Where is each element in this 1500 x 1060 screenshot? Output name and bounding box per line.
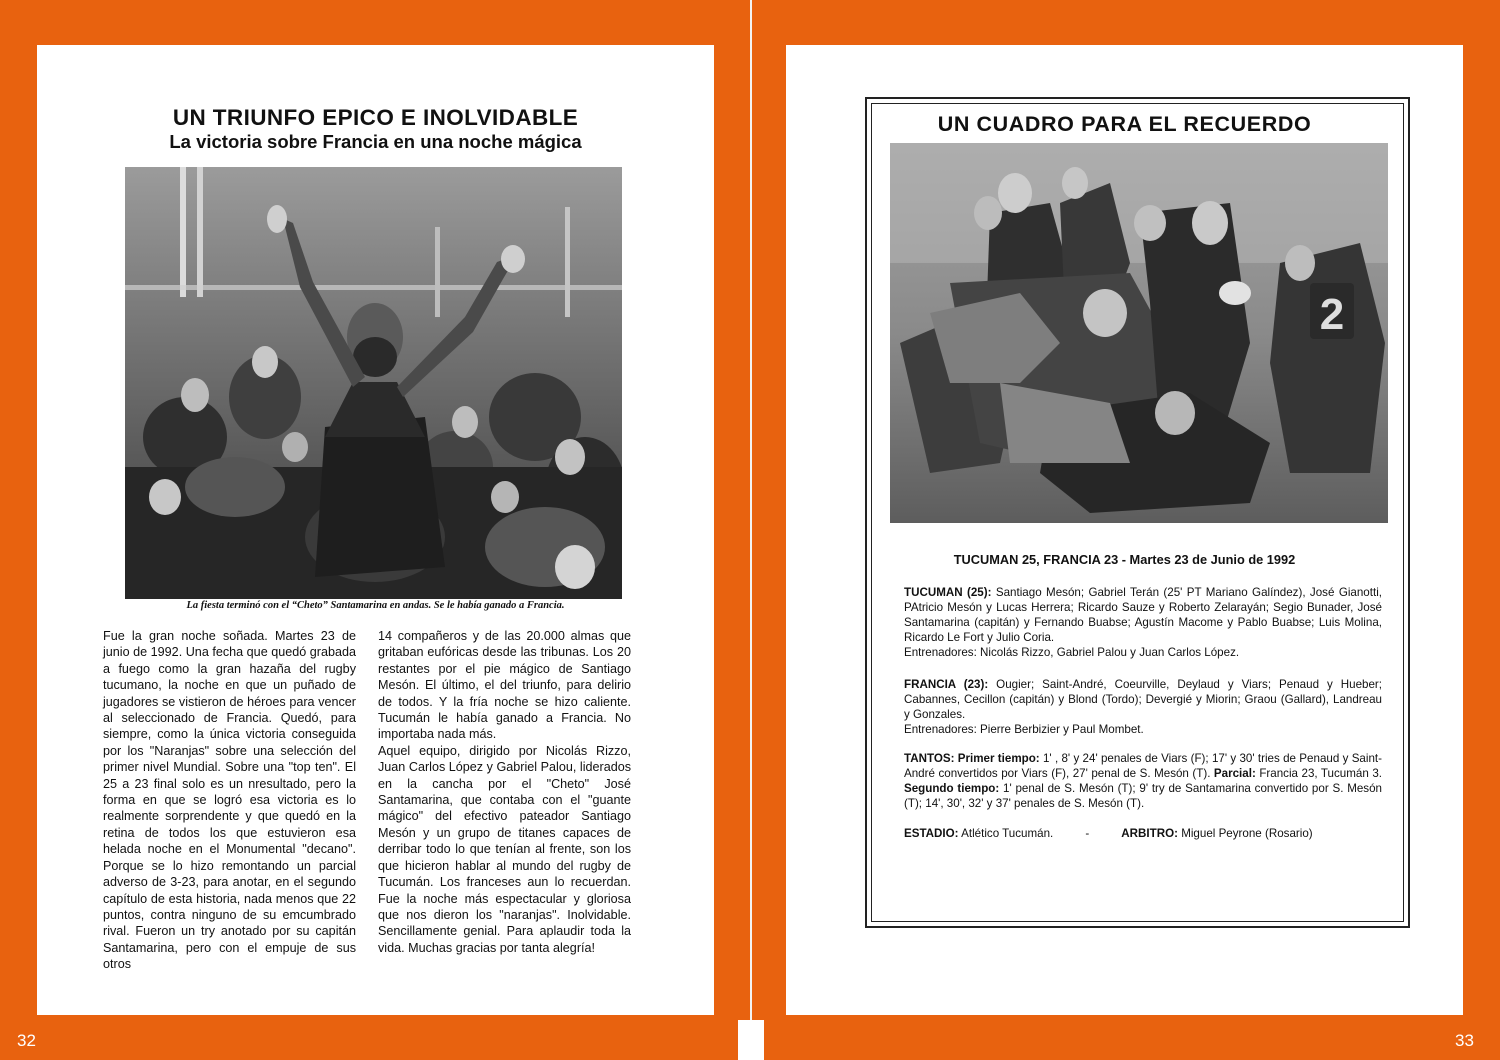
parcial-score: Francia 23, Tucumán 3. (1255, 767, 1382, 780)
article-title: UN TRIUNFO EPICO E INOLVIDABLE (172, 105, 579, 130)
francia-coaches: Entrenadores: Pierre Berbizier y Paul Mombet. (904, 723, 1144, 736)
spine-gap (738, 1020, 764, 1060)
article-paragraph-1-end: 14 compañeros y de las 20.000 almas que gritaban eufóricas desde las tribunas. Los 20 restantes por el pie mágico de Santiago Mesón. El último, el del triunfo, para delirio de todos. Y la fría noche se hizo caliente. Tucumán le había ganado a Francia. No importaba nada más. (378, 629, 631, 742)
spine-gutter (750, 0, 752, 1060)
francia-lineup-block (904, 677, 1382, 737)
stadium-label: ESTADIO: (904, 827, 959, 840)
page-number-left: 32 (17, 1031, 36, 1050)
parcial-label: Parcial: (1213, 767, 1256, 780)
tantos-first-half: 1' , 8' y 24' penales de Viars (F); 17' y 30' tries de Penaud y Saint-André convertidos por Viars (F), 27' penal de S. Mesón (T). (904, 752, 1382, 780)
scoring-summary (904, 751, 1382, 811)
article-paragraph-2: Aquel equipo, dirigido por Nicolás Rizzo, Juan Carlos López y Gabriel Palou, liderados en la cancha por el "Cheto" José Santamarina, que contaba con el "guante mágico" del efectivo pateador Santiago Mesón y un grupo de titanes capaces de derribar todo lo que tenían al frente, son los que hicieron hablar al mundo del rugby de Tucumán. Los franceses aun lo recuerdan. Fue la noche más espectacular y gloriosa que nos dieron los "naranjas". Inolvidable. Sencillamente genial. Para aplaudir toda la vida. Muchas gracias por tanta alegría! (378, 743, 631, 955)
celebration-photo (125, 167, 622, 599)
article-subtitle: La victoria sobre Francia en una noche mágica (169, 131, 582, 152)
right-page-sheet (786, 45, 1463, 1015)
match-score-line: TUCUMAN 25, FRANCIA 23 - Martes 23 de Junio de 1992 (953, 552, 1296, 567)
jersey-number: 2 (1319, 290, 1345, 339)
tucuman-lineup: Santiago Mesón; Gabriel Terán (25' PT Mariano Galíndez), José Gianotti, PAtricio Mesón y Lucas Herrera; Ricardo Sauze y Roberto Zelarayán; Segio Bunader, José Santamarina (capitán) y Fernando Buabse; Agustín Macome y Pablo Buabse; Luis Molina, Ricardo Le Fort y Julio Coria. (904, 586, 1382, 644)
left-page-sheet (37, 45, 714, 1015)
tucuman-label: TUCUMAN (25): (904, 586, 992, 599)
photo-caption: La fiesta terminó con el “Cheto” Santamarina en andas. Se le había ganado a Francia. (186, 600, 565, 611)
stadium-name: Atlético Tucumán. (958, 827, 1054, 840)
tantos-second-half: 1' penal de S. Mesón (T); 9' try de Santamarina convertido por S. Mesón (T); 14', 30', 32' y 37' penales de S. Mesón (T). (904, 782, 1382, 810)
tantos-label: TANTOS: Primer tiempo: (904, 752, 1040, 765)
tucuman-coaches: Entrenadores: Nicolás Rizzo, Gabriel Palou y Juan Carlos López. (904, 646, 1240, 659)
francia-label: FRANCIA (23): (904, 678, 989, 691)
feature-title: UN CUADRO PARA EL RECUERDO (937, 112, 1312, 136)
referee-name: Miguel Peyrone (Rosario) (1177, 827, 1313, 840)
article-column-1: Fue la gran noche soñada. Martes 23 de junio de 1992. Una fecha que quedó grabada a fuego como la gran hazaña del rugby tucumano, la noche en que un puñado de jugadores se vistieron de héroes para vencer al seleccionado de Francia. Quedó, para siempre, como la única victoria conseguida por los "Naranjas" sobre una selección del primer nivel Mundial. Sobre una "top ten". El 25 a 23 final solo es un nresultado, pero la forma en que se logró esa victoria es lo realmente sorprendente y que quedó en la retina de todos los que estuvieron esa helada noche en el Monumental "decano". Porque se lo hizo remontando un parcial adverso de 3-23, para anotar, en el segundo capítulo de esta historia, nada menos que 22 puntos, contra ninguno de su emcumbrado rival. Fueron un try anotado por su capitán Santamarina, pero con el empuje de sus otros (103, 629, 356, 972)
page-number-right: 33 (1455, 1031, 1474, 1050)
stadium-referee-line (904, 827, 1382, 840)
right-page (752, 0, 1500, 1060)
rugby-match-photo (890, 143, 1388, 523)
tucuman-lineup-block (904, 585, 1382, 660)
francia-lineup: Ougier; Saint-André, Coeurville, Deylaud y Viars; Penaud y Hueber; Cabannes, Cecillon (capitán) y Blond (Tordo); Devergié y Miorin; Graou (Gallard), Landreau y Gonzales. (904, 678, 1383, 721)
referee-label: ARBITRO: (1121, 827, 1178, 840)
article-column-2 (378, 628, 631, 956)
separator: - (1085, 827, 1090, 840)
second-half-label: Segundo tiempo: (904, 782, 1000, 795)
